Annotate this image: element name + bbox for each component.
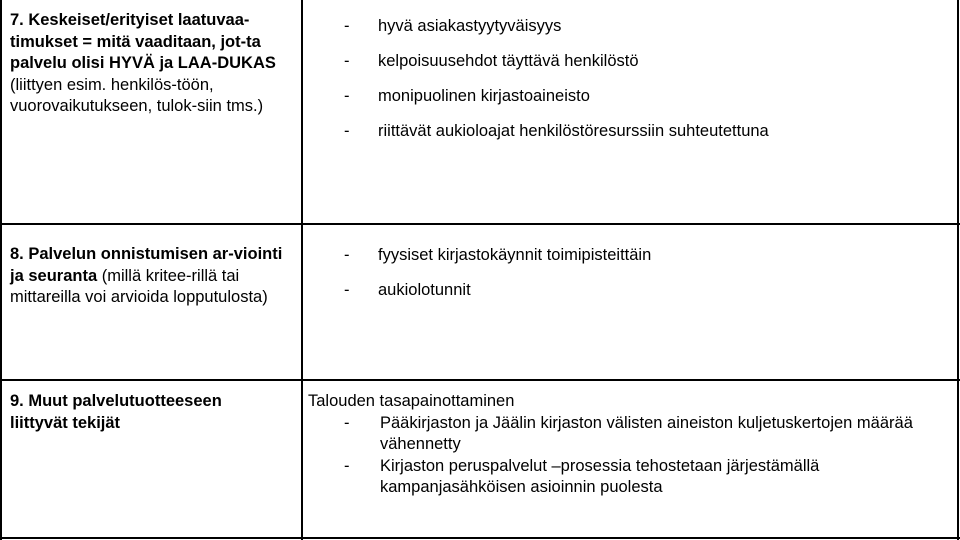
- row-7-list: [308, 16, 948, 143]
- list-item: - Kirjaston peruspalvelut –prosessia tehostetaan järjestämällä kampanjasähköisen asioinnin puolesta: [344, 456, 820, 496]
- dash-bullet: -: [344, 17, 350, 35]
- list-item: - fyysiset kirjastokäynnit toimipisteittäin: [308, 245, 948, 267]
- dash-bullet: -: [344, 122, 350, 140]
- row-9-list: [308, 413, 948, 499]
- row-7-heading: [10, 10, 292, 118]
- row-8-heading-bold: 8. Palvelun onnistumisen ar-viointi ja seuranta: [10, 245, 283, 285]
- row-8-heading: [10, 244, 285, 309]
- list-item: - hyvä asiakastyytyväisyys: [308, 16, 948, 38]
- row-7-heading-normal: (liittyen esim. henkilös-töön, vuorovaikutukseen, tulok-siin tms.): [10, 75, 264, 115]
- dash-bullet: -: [344, 456, 350, 475]
- row-8-content: [308, 245, 948, 315]
- row-9-intro: Talouden tasapainottaminen: [308, 392, 515, 410]
- list-item: - Pääkirjaston ja Jäälin kirjaston välisten aineiston kuljetuskertojen määrää vähennetty: [344, 413, 913, 453]
- table-right-border: [957, 0, 959, 540]
- row-7-heading-bold: 7. Keskeiset/erityiset laatuvaa-timukset = mitä vaaditaan, jot-ta palvelu olisi HYVÄ ja LAA-DUKAS: [10, 11, 276, 72]
- list-item: - kelpoisuusehdot täyttävä henkilöstö: [308, 51, 948, 73]
- row-9-heading: [10, 391, 280, 434]
- row-9-heading-bold: 9. Muut palvelutuotteeseen liittyvät tekijät: [10, 392, 222, 432]
- table-left-border: [0, 0, 2, 540]
- list-item: - monipuolinen kirjastoaineisto: [308, 86, 948, 108]
- dash-bullet: -: [344, 413, 350, 432]
- list-item: - riittävät aukioloajat henkilöstöresurssiin suhteutettuna: [308, 121, 948, 143]
- list-item: - aukiolotunnit: [308, 280, 948, 302]
- row-divider-2: [0, 379, 960, 381]
- dash-bullet: -: [344, 52, 350, 70]
- row-9-content: [308, 391, 948, 499]
- row-divider-1: [0, 223, 960, 225]
- dash-bullet: -: [344, 246, 350, 264]
- row-8-list: [308, 245, 948, 302]
- dash-bullet: -: [344, 281, 350, 299]
- row-8-heading-normal: (millä kritee-rillä tai mittareilla voi arvioida lopputulosta): [10, 266, 268, 306]
- dash-bullet: -: [344, 87, 350, 105]
- column-divider: [301, 0, 303, 540]
- row-7-content: [308, 16, 948, 156]
- table-bottom-border: [0, 537, 960, 539]
